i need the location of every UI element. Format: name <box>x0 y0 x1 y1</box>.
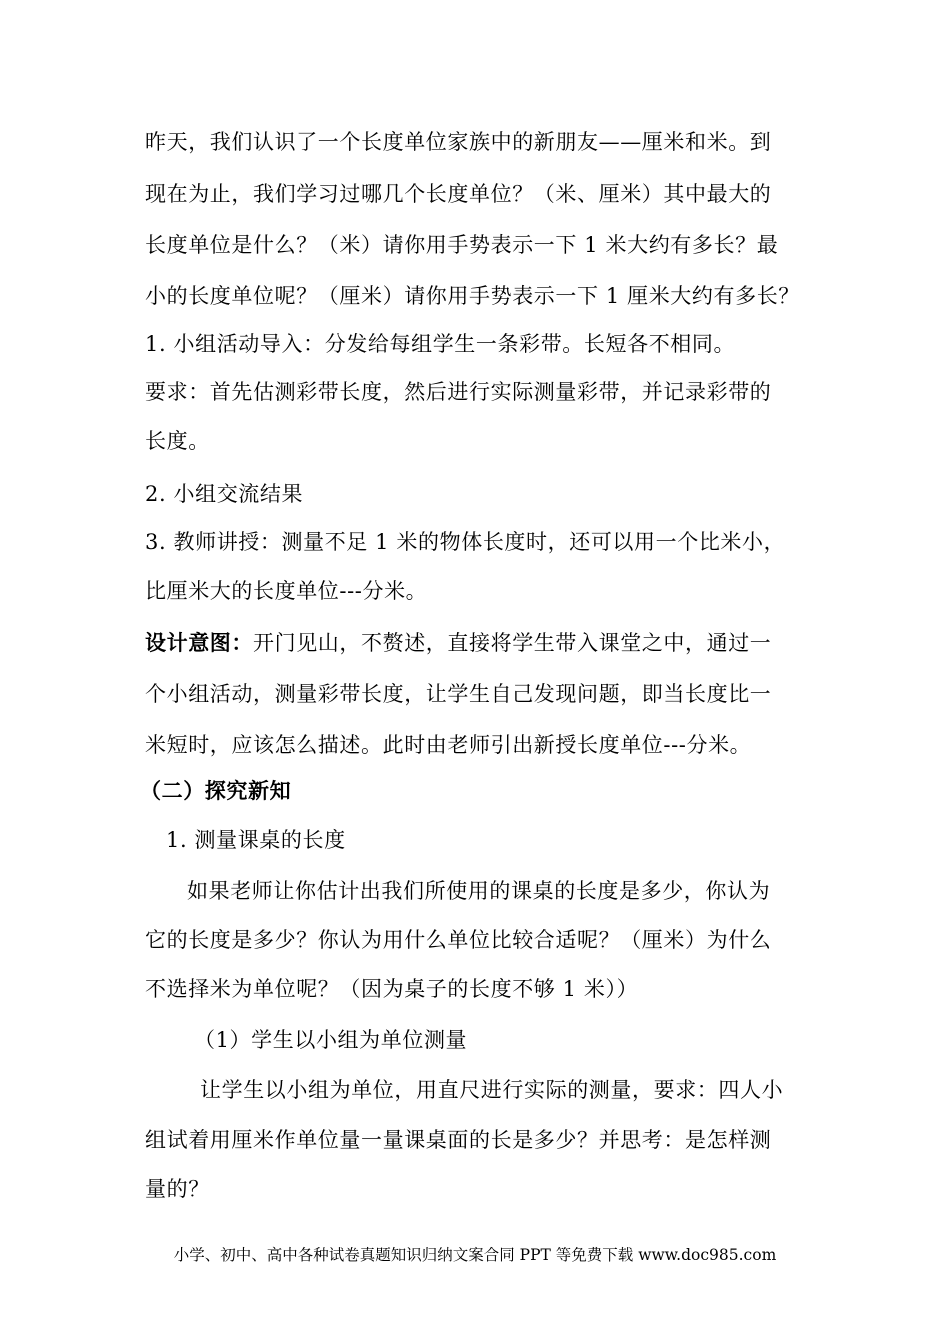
page-footer: 小学、初中、高中各种试卷真题知识归纳文案合同 PPT 等免费下载 www.doc985.com <box>173 1246 777 1264</box>
step-3-line-1: 3. 教师讲授：测量不足 1 米的物体长度时，还可以用一个比米小， <box>145 530 786 554</box>
intro-line-1: 昨天，我们认识了一个长度单位家族中的新朋友——厘米和米。到 <box>145 130 772 154</box>
paragraph-1-line-2: 它的长度是多少？你认为用什么单位比较合适呢？（厘米）为什么 <box>145 928 772 952</box>
section-heading: （二）探究新知 <box>140 778 292 803</box>
paragraph-1-line-1: 如果老师让你估计出我们所使用的课桌的长度是多少，你认为 <box>187 879 771 903</box>
step-2: 2. 小组交流结果 <box>145 482 304 506</box>
paragraph-2-line-3: 量的？ <box>145 1177 210 1201</box>
paragraph-1-line-3: 不选择米为单位呢？（因为桌子的长度不够 1 米）） <box>145 977 639 1001</box>
paragraph-2-line-1: 让学生以小组为单位，用直尺进行实际的测量，要求：四人小 <box>200 1078 784 1102</box>
design-intent-label: 设计意图： <box>145 630 253 655</box>
paragraph-2-line-2: 组试着用厘米作单位量一量课桌面的长是多少？并思考：是怎样测 <box>145 1128 772 1152</box>
design-intent-text: 开门见山，不赘述，直接将学生带入课堂之中，通过一 <box>253 631 772 655</box>
requirement-line-1: 要求：首先估测彩带长度，然后进行实际测量彩带，并记录彩带的 <box>145 380 772 404</box>
subsection-1-title: 1. 测量课桌的长度 <box>166 828 346 852</box>
intro-line-3: 长度单位是什么？（米）请你用手势表示一下 1 米大约有多长？最 <box>145 233 779 257</box>
step-3-line-2: 比厘米大的长度单位---分米。 <box>145 579 428 603</box>
item-1-title: （1）学生以小组为单位测量 <box>194 1028 468 1052</box>
design-intent-line-3: 米短时，应该怎么描述。此时由老师引出新授长度单位---分米。 <box>145 733 752 757</box>
intro-line-2: 现在为止，我们学习过哪几个长度单位？（米、厘米）其中最大的 <box>145 182 772 206</box>
intro-line-4: 小的长度单位呢？（厘米）请你用手势表示一下 1 厘米大约有多长？ <box>145 284 800 308</box>
requirement-line-2: 长度。 <box>145 429 210 453</box>
design-intent-line-1 <box>145 629 771 657</box>
step-1: 1. 小组活动导入：分发给每组学生一条彩带。长短各不相同。 <box>145 332 736 356</box>
design-intent-line-2: 个小组活动，测量彩带长度，让学生自己发现问题，即当长度比一 <box>145 682 772 706</box>
